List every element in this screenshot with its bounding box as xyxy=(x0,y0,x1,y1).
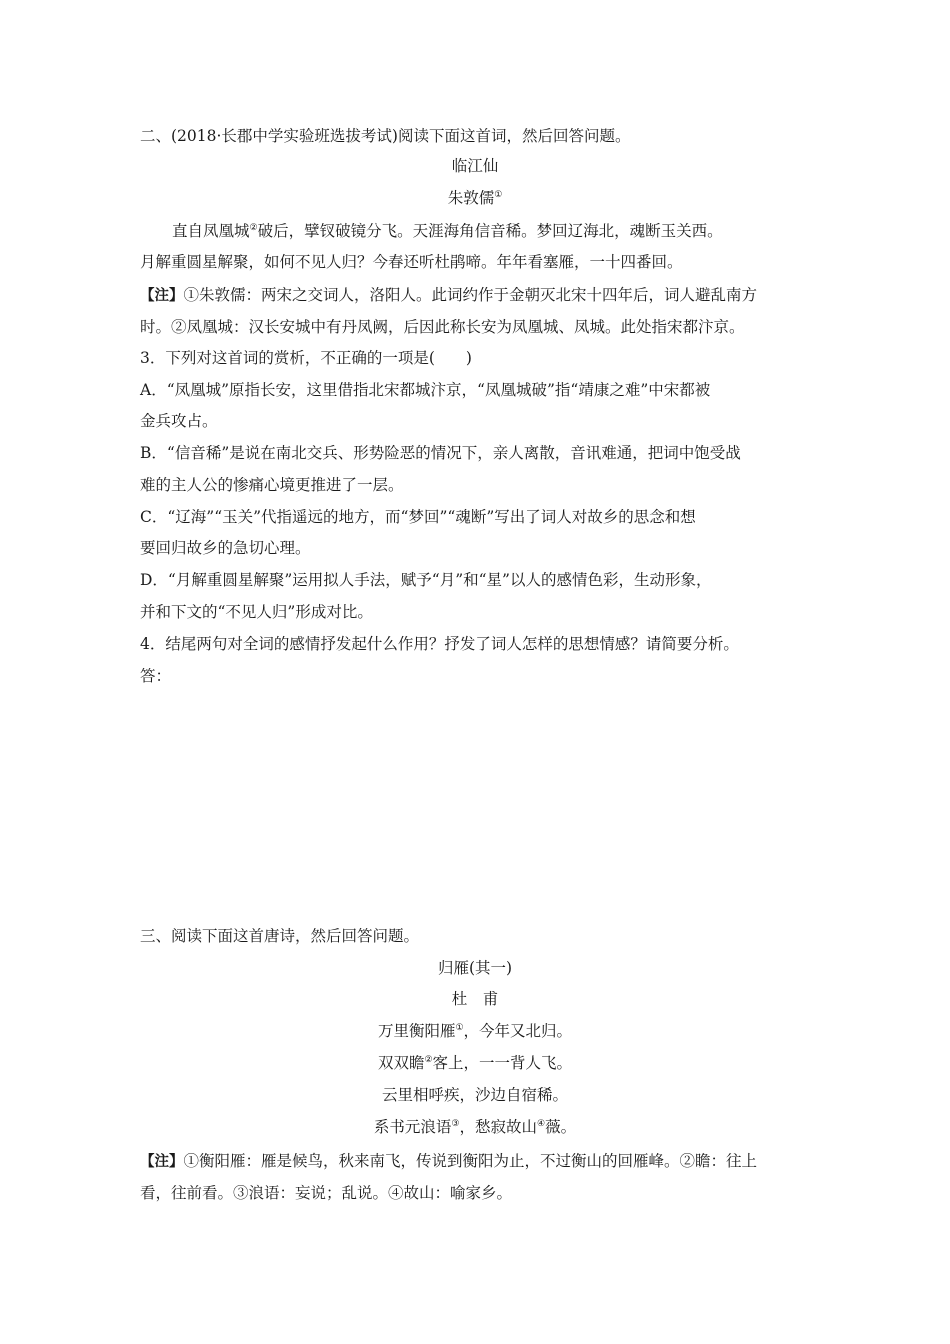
poem-text: 直自凤凰城 xyxy=(172,222,250,240)
note-line xyxy=(140,284,757,307)
note-line: 时。②凤凰城：汉长安城中有丹凤阙，后因此称长安为凤凰城、凤城。此处指宋都汴京。 xyxy=(140,318,745,336)
poem-title: 临江仙 xyxy=(451,157,499,175)
option-d: D．“月解重圆星解聚”运用拟人手法，赋予“月”和“星”以人的感情色彩，生动形象， xyxy=(140,571,712,589)
option-d-cont: 并和下文的“不见人归”形成对比。 xyxy=(140,603,373,621)
note-text: ①衡阳雁：雁是候鸟，秋来南飞，传说到衡阳为止，不过衡山的回雁峰。②瞻：往上 xyxy=(183,1152,758,1170)
note-line: 看，往前看。③浪语：妄说；乱说。④故山：喻家乡。 xyxy=(140,1184,513,1202)
note-label: 【注】 xyxy=(140,1154,184,1170)
option-a-cont: 金兵攻占。 xyxy=(140,412,218,430)
poem-line-4 xyxy=(140,1116,810,1138)
option-b: B．“信音稀”是说在南北交兵、形势险恶的情况下，亲人离散，音讯难通，把词中饱受战 xyxy=(140,444,741,462)
poem-text: 客上，一一背人飞。 xyxy=(432,1054,573,1072)
note-label: 【注】 xyxy=(140,288,184,304)
footnote-marker: ③ xyxy=(451,1118,460,1129)
poem-text: 薇。 xyxy=(545,1118,577,1136)
question-4: 4．结尾两句对全词的感情抒发起什么作用？抒发了词人怎样的思想情感？请简要分析。 xyxy=(140,635,739,653)
poem-line-1 xyxy=(140,1020,810,1042)
poem-text: ，愁寂故山 xyxy=(459,1118,537,1136)
poem-line-2 xyxy=(140,1052,810,1074)
question-3: 3．下列对这首词的赏析，不正确的一项是( ) xyxy=(140,349,472,367)
poem-body-line: 月解重圆星解聚，如何不见人归？今春还听杜鹃啼。年年看塞雁，一十四番回。 xyxy=(140,253,683,271)
poem-author: 杜 甫 xyxy=(451,990,499,1008)
poem-text: ，今年又北归。 xyxy=(463,1022,573,1040)
poem-text: 破后，擘钗破镜分飞。天涯海角信音稀。梦回辽海北，魂断玉关西。 xyxy=(257,222,723,240)
footnote-marker: ② xyxy=(249,222,258,233)
option-c-cont: 要回归故乡的急切心理。 xyxy=(140,539,311,557)
poem-text: 万里衡阳雁 xyxy=(377,1022,456,1040)
option-a: A．“凤凰城”原指长安，这里借指北宋都城汴京，“凤凰城破”指“靖康之难”中宋都被 xyxy=(140,381,711,399)
poem-body-line xyxy=(172,220,723,242)
footnote-marker: ④ xyxy=(537,1118,546,1129)
footnote-marker: ① xyxy=(494,189,503,200)
note-text: ①朱敦儒：两宋之交词人，洛阳人。此词约作于金朝灭北宋十四年后，词人避乱南方 xyxy=(183,286,758,304)
option-b-cont: 难的主人公的惨痛心境更推进了一层。 xyxy=(140,476,404,494)
poem-line-3: 云里相呼疾，沙边自宿稀。 xyxy=(381,1086,568,1104)
poem-text: 系书元浪语 xyxy=(373,1118,452,1136)
section2-heading: 二、(2018·长郡中学实验班选拔考试)阅读下面这首词，然后回答问题。 xyxy=(140,127,631,145)
footnote-marker: ② xyxy=(424,1054,433,1065)
answer-label: 答： xyxy=(140,667,172,685)
poem-author xyxy=(140,187,810,209)
poem-text: 双双瞻 xyxy=(377,1054,425,1072)
author-name: 朱敦儒 xyxy=(447,189,495,207)
footnote-marker: ① xyxy=(455,1022,464,1033)
poem-title: 归雁(其一) xyxy=(437,959,513,977)
section3-heading: 三、阅读下面这首唐诗，然后回答问题。 xyxy=(140,927,420,945)
note-line xyxy=(140,1150,757,1173)
option-c: C．“辽海”“玉关”代指遥远的地方，而“梦回”“魂断”写出了词人对故乡的思念和想 xyxy=(140,508,696,526)
